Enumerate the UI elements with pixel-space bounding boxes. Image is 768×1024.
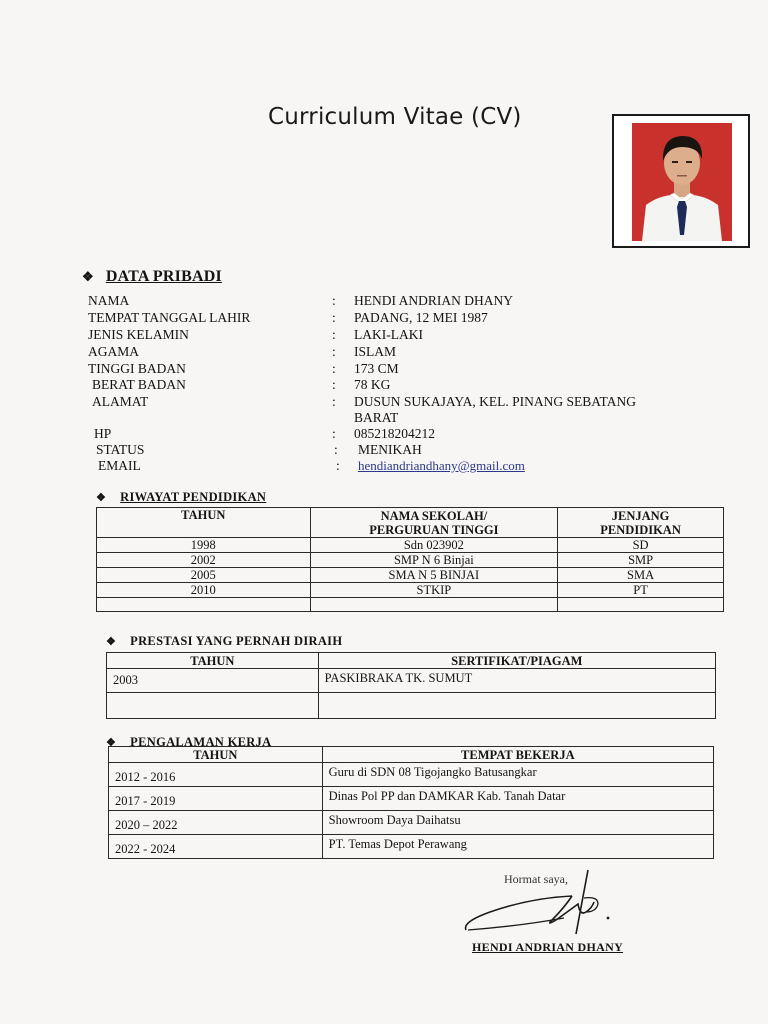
table-row-empty [97,598,724,612]
info-value: LAKI-LAKI [354,327,423,342]
info-colon: : [332,344,336,359]
signature-block [460,868,660,958]
cell-empty [318,693,715,719]
cell-year: 2005 [97,568,311,583]
table-header-row [107,653,716,669]
table-row [107,669,716,693]
cell-empty [558,598,724,612]
handwritten-signature [460,868,660,938]
education-table [96,507,724,612]
page-title: Curriculum Vitae (CV) [268,104,522,130]
diamond-bullet-icon: ❖ [82,269,94,284]
cell-school: STKIP [310,583,558,598]
cell-year: 2010 [97,583,311,598]
cell-year: 2017 - 2019 [109,787,323,811]
info-colon: : [332,310,336,325]
cell-workplace: PT. Temas Depot Perawang [322,835,713,859]
info-colon: : [332,377,336,392]
cell-year: 2020 – 2022 [109,811,323,835]
info-colon: : [332,327,336,342]
achievements-heading: ❖ PRESTASI YANG PERNAH DIRAIH [106,634,343,648]
info-value: 78 KG [354,377,391,392]
table-row [97,568,724,583]
cell-empty [97,598,311,612]
info-label: STATUS [96,442,145,457]
email-link[interactable]: hendiandriandhany@gmail.com [358,458,525,473]
table-row [109,763,714,787]
cell-school: Sdn 023902 [310,538,558,553]
education-heading: ❖ RIWAYAT PENDIDIKAN [96,490,267,504]
cell-year: 2002 [97,553,311,568]
col-header-year: TAHUN [107,653,319,669]
cell-year: 2022 - 2024 [109,835,323,859]
table-row [97,583,724,598]
info-value: BARAT [354,410,399,425]
signature-name: HENDI ANDRIAN DHANY [472,940,624,954]
cell-level: PT [558,583,724,598]
info-value: ISLAM [354,344,397,359]
info-value: DUSUN SUKAJAYA, KEL. PINANG SEBATANG [354,394,636,409]
info-label: AGAMA [88,344,140,359]
col-header-school: NAMA SEKOLAH/ PERGURUAN TINGGI [310,508,558,538]
table-row [97,553,724,568]
info-label: NAMA [88,293,130,308]
info-value: 085218204212 [354,426,435,441]
cell-workplace: Guru di SDN 08 Tigojangko Batusangkar [322,763,713,787]
info-label: EMAIL [98,458,141,473]
col-header-year: TAHUN [97,508,311,538]
info-colon: : [332,361,336,376]
work-table [108,746,714,859]
table-row [109,787,714,811]
info-value: PADANG, 12 MEI 1987 [354,310,488,325]
diamond-bullet-icon: ❖ [106,737,117,749]
cell-year: 2003 [107,669,319,693]
cell-school: SMA N 5 BINJAI [310,568,558,583]
diamond-bullet-icon: ❖ [96,492,107,504]
cell-level: SD [558,538,724,553]
cell-year: 1998 [97,538,311,553]
info-label: TINGGI BADAN [88,361,186,376]
diamond-bullet-icon: ❖ [106,636,117,648]
achievements-table [106,652,716,719]
info-label: BERAT BADAN [92,377,186,392]
info-colon: : [332,426,336,441]
work-heading: ❖ PENGALAMAN KERJA [106,735,272,749]
col-header-year: TAHUN [109,747,323,763]
info-colon: : [334,442,338,457]
info-value: 173 CM [354,361,399,376]
table-row [109,811,714,835]
table-header-row [109,747,714,763]
cell-empty [310,598,558,612]
photo-frame [612,114,750,248]
info-colon: : [336,458,340,473]
cell-workplace: Dinas Pol PP dan DAMKAR Kab. Tanah Datar [322,787,713,811]
personal-data-heading: ❖ DATA PRIBADI [82,268,222,285]
cell-certificate: PASKIBRAKA TK. SUMUT [318,669,715,693]
cell-school: SMP N 6 Binjai [310,553,558,568]
info-label: ALAMAT [92,394,149,409]
table-row [97,538,724,553]
table-header-row [97,508,724,538]
col-header-workplace: TEMPAT BEKERJA [322,747,713,763]
info-value: HENDI ANDRIAN DHANY [354,293,513,308]
cell-level: SMA [558,568,724,583]
table-row [109,835,714,859]
cell-level: SMP [558,553,724,568]
cell-workplace: Showroom Daya Daihatsu [322,811,713,835]
col-header-level: JENJANG PENDIDIKAN [558,508,724,538]
info-colon: : [332,394,336,409]
col-header-certificate: SERTIFIKAT/PIAGAM [318,653,715,669]
info-label: TEMPAT TANGGAL LAHIR [88,310,251,325]
table-row-empty [107,693,716,719]
signature-greeting: Hormat saya, [504,872,568,886]
info-colon: : [332,293,336,308]
portrait-photo [632,123,732,241]
info-label: HP [94,426,112,441]
info-label: JENIS KELAMIN [88,327,189,342]
info-value: MENIKAH [358,442,422,457]
cell-empty [107,693,319,719]
cell-year: 2012 - 2016 [109,763,323,787]
